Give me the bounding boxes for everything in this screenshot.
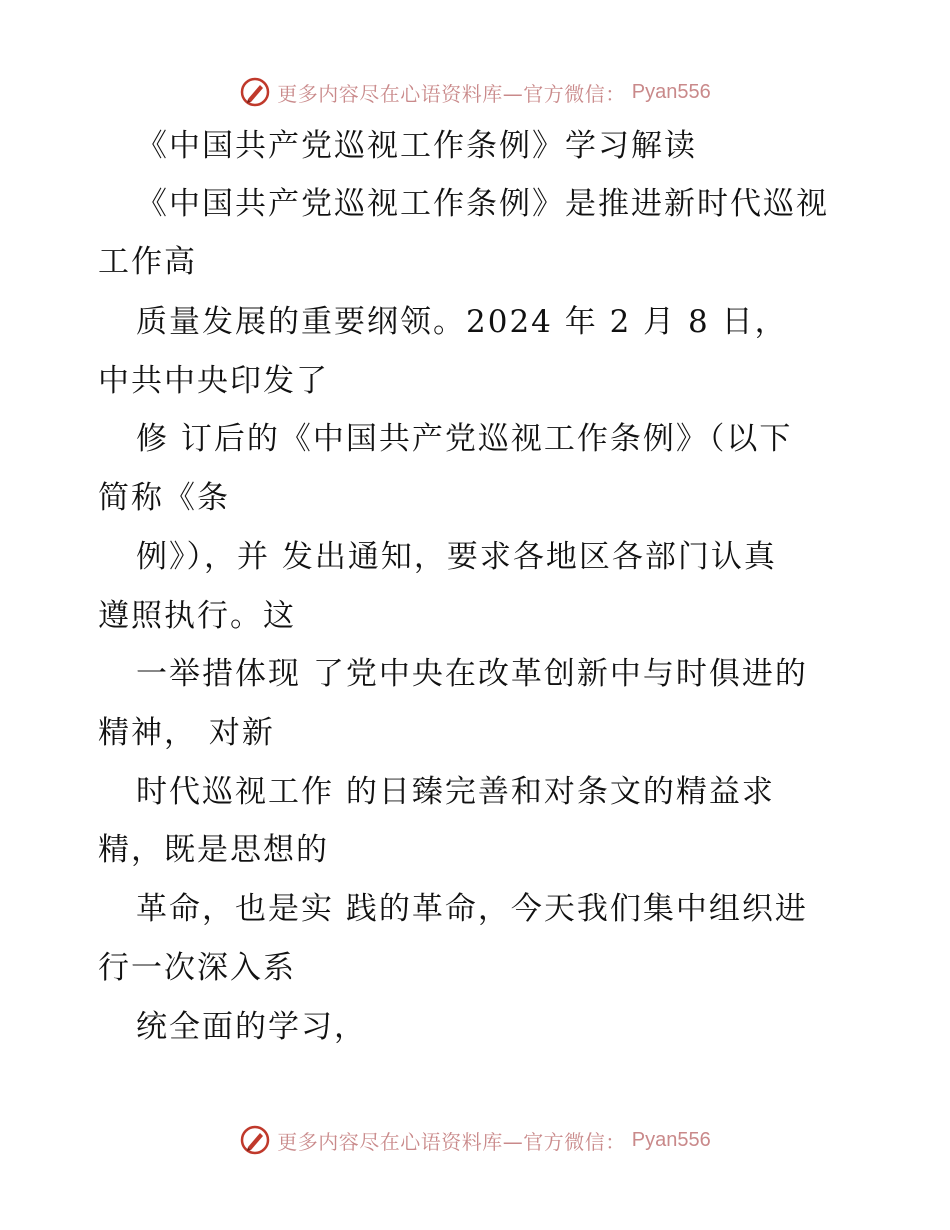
header-watermark	[0, 72, 950, 112]
body-line: 遵照执行。这	[98, 598, 296, 634]
watermark-text: 更多内容尽在心语资料库—官方微信：	[277, 81, 626, 106]
body-line: 例》），并 发出通知，要求各地区各部门认真	[136, 539, 777, 575]
body-line: 《中国共产党巡视工作条例》是推进新时代巡视	[136, 186, 829, 222]
document-title: 《中国共产党巡视工作条例》学习解读	[136, 128, 697, 164]
body-line: 时代巡视工作 的日臻完善和对条文的精益求	[136, 774, 775, 810]
pen-logo-icon	[239, 76, 271, 108]
body-line: 统全面的学习，	[136, 1009, 367, 1045]
watermark-contact: Pyan556	[631, 1128, 711, 1151]
body-line: 行一次深入系	[98, 950, 296, 986]
body-line: 革命，也是实 践的革命，今天我们集中组织进	[136, 891, 808, 927]
body-line: 简称《条	[98, 480, 230, 516]
body-line: 中共中央印发了	[98, 363, 329, 399]
watermark-text: 更多内容尽在心语资料库—官方微信：	[277, 1129, 626, 1154]
watermark-contact: Pyan556	[631, 80, 711, 103]
body-line: 一举措体现 了党中央在改革创新中与时俱进的	[136, 656, 808, 692]
pen-logo-icon	[239, 1124, 271, 1156]
body-line: 质量发展的重要纲领。2024 年 2 月 8 日，	[136, 304, 788, 340]
body-line: 精，既是思想的	[98, 832, 329, 868]
body-line: 精神， 对新	[98, 715, 275, 751]
body-line: 修 订后的《中国共产党巡视工作条例》（以下	[136, 421, 793, 457]
body-line: 工作高	[98, 244, 197, 280]
footer-watermark	[0, 1120, 950, 1160]
